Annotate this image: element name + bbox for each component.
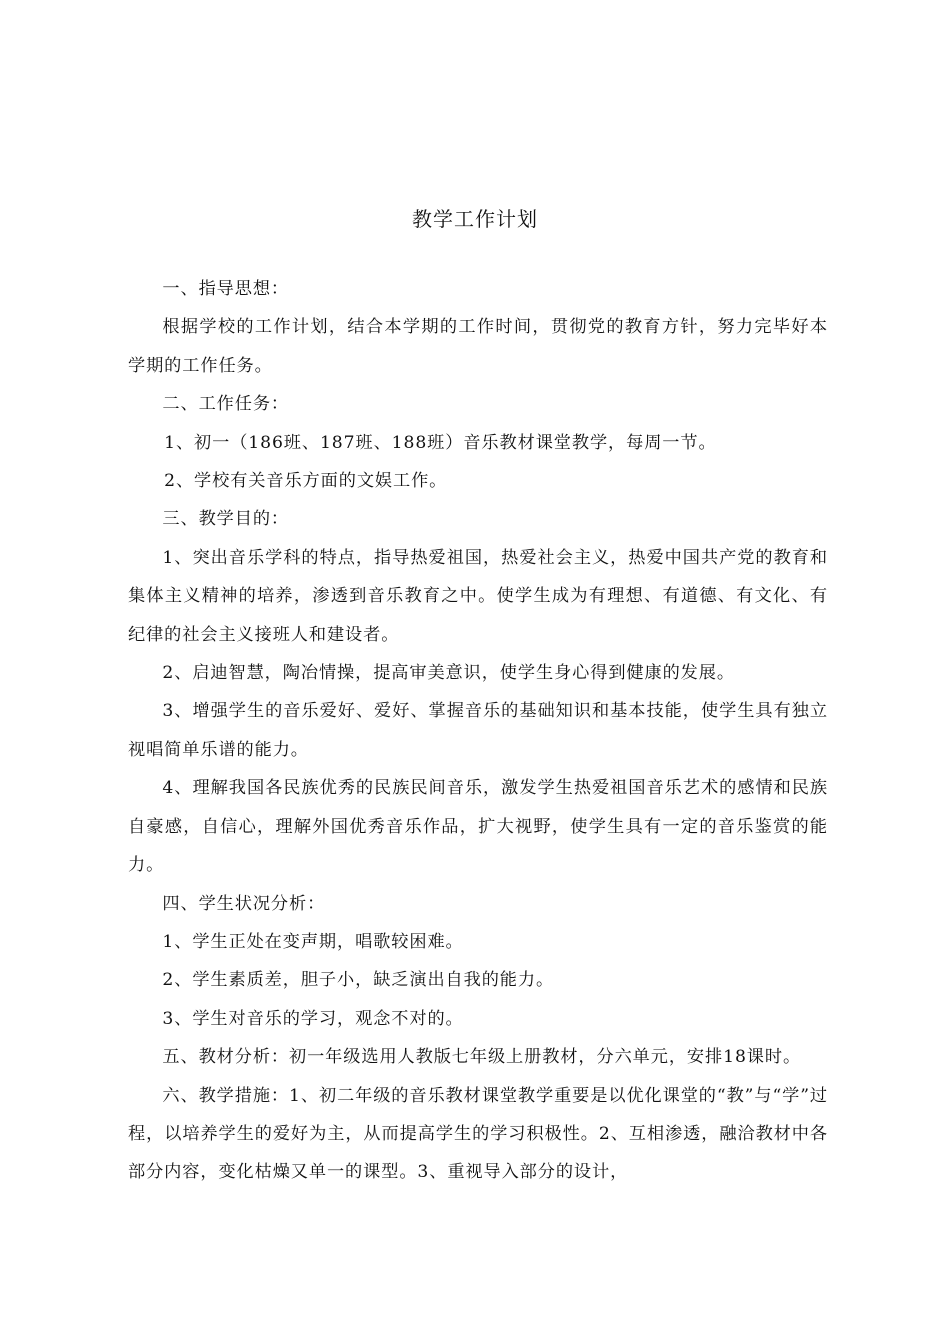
student-analysis-item-2: 2、学生素质差，胆子小，缺乏演出自我的能力。 bbox=[162, 970, 555, 991]
paragraph-guiding-thought: 根据学校的工作计划，结合本学期的工作时间，贯彻党的教育方针，努力完毕好本学期的工作任务。 bbox=[128, 317, 828, 376]
document-body bbox=[128, 270, 828, 1192]
section-heading-work-tasks: 二、工作任务： bbox=[162, 394, 290, 415]
goal-item-4: 4、理解我国各民族优秀的民族民间音乐，激发学生热爱祖国音乐艺术的感情和民族自豪感，自信心，理解外国优秀音乐作品，扩大视野，使学生具有一定的音乐鉴赏的能力。 bbox=[128, 778, 828, 876]
goal-item-1: 1、突出音乐学科的特点，指导热爱祖国，热爱社会主义，热爱中国共产党的教育和集体主义精神的培养，渗透到音乐教育之中。使学生成为有理想、有道德、有文化、有纪律的社会主义接班人和建设者。 bbox=[128, 547, 828, 645]
task-item-1: 1、初一（186班、187班、188班）音乐教材课堂教学，每周一节。 bbox=[164, 432, 717, 453]
goal-item-3: 3、增强学生的音乐爱好、爱好、掌握音乐的基础知识和基本技能，使学生具有独立视唱简单乐谱的能力。 bbox=[128, 701, 828, 760]
paragraph-teaching-measures: 六、教学措施：1、初二年级的音乐教材课堂教学重要是以优化课堂的“教”与“学”过程，以培养学生的爱好为主，从而提高学生的学习积极性。2、互相渗透，融洽教材中各部分内容，变化枯燥又单一的课型。3、重视导入部分的设计， bbox=[128, 1085, 828, 1183]
section-heading-guiding-thought: 一、指导思想： bbox=[162, 279, 290, 299]
student-analysis-item-1: 1、学生正处在变声期，唱歌较困难。 bbox=[162, 931, 464, 952]
section-heading-student-analysis: 四、学生状况分析： bbox=[162, 893, 326, 914]
section-heading-teaching-goals: 三、教学目的： bbox=[162, 509, 290, 530]
paragraph-textbook-analysis: 五、教材分析：初一年级选用人教版七年级上册教材，分六单元，安排18课时。 bbox=[162, 1047, 802, 1068]
document-title: 教学工作计划 bbox=[412, 207, 538, 231]
task-item-2: 2、学校有关音乐方面的文娱工作。 bbox=[164, 471, 448, 492]
student-analysis-item-3: 3、学生对音乐的学习，观念不对的。 bbox=[162, 1008, 464, 1029]
goal-item-2: 2、启迪智慧，陶冶情操，提高审美意识，使学生身心得到健康的发展。 bbox=[162, 663, 735, 684]
